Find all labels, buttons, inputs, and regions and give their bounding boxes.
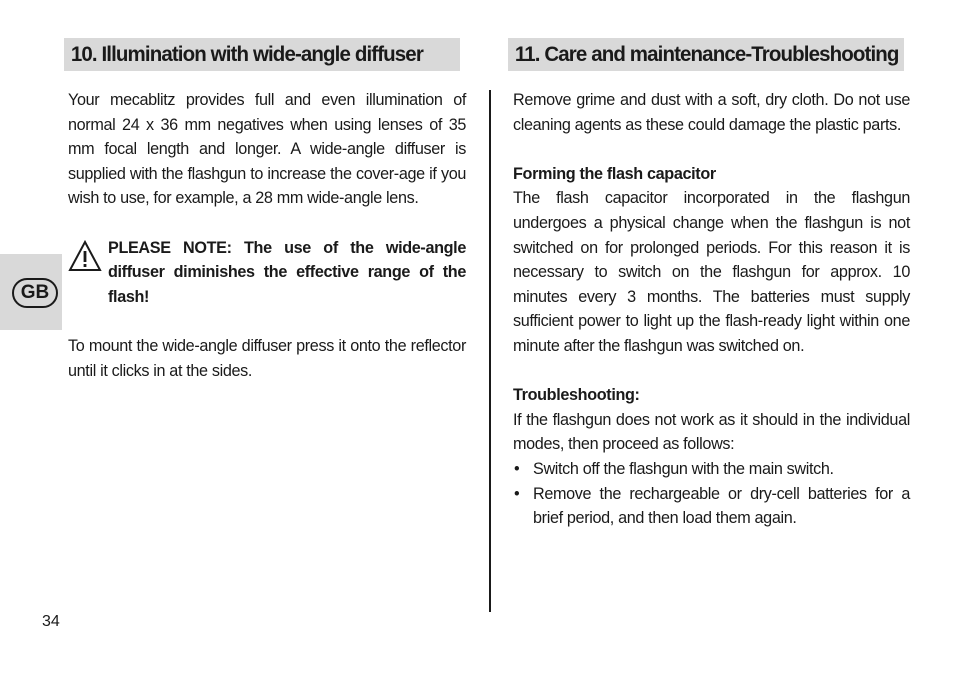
capacitor-subheading: Forming the flash capacitor [513, 164, 716, 183]
troubleshooting-list [513, 457, 910, 531]
bullet-icon: • [514, 459, 520, 478]
page-number: 34 [42, 613, 60, 630]
bullet-icon: • [514, 484, 520, 503]
mount-instructions-paragraph: To mount the wide-angle diffuser press it onto the reflector until it clicks in at the sides. [68, 336, 466, 380]
please-note-block [68, 236, 466, 310]
right-column [513, 88, 910, 531]
capacitor-paragraph: The flash capacitor incorporated in the flashgun undergoes a physical change when the flashgun is not switched on for prolonged periods. For this reason it is necessary to switch on the flashgun for approx. 10 minutes every 3 months. The batteries must supply sufficient power to light up the flash-ready light within one minute after the flashgun was switched on. [513, 189, 910, 355]
section-11-heading: 11. Care and maintenance-Troubleshooting [508, 38, 904, 71]
left-column [68, 88, 466, 383]
language-badge: GB [12, 278, 58, 308]
list-item-text: Switch off the flashgun with the main switch. [533, 459, 834, 478]
cleaning-paragraph: Remove grime and dust with a soft, dry cloth. Do not use cleaning agents as these could damage the plastic parts. [513, 91, 910, 134]
troubleshooting-subheading: Troubleshooting: [513, 386, 640, 405]
diffuser-intro-paragraph: Your mecablitz provides full and even illumination of normal 24 x 36 mm negatives when using lenses of 35 mm focal length and longer. A wide-angle diffuser is supplied with the flashgun to increase the cover-age if you wish to use, for example, a 28 mm wide-angle lens. [68, 91, 466, 208]
section-10-heading: 10. Illumination with wide-angle diffuser [64, 38, 460, 71]
list-item-text: Remove the rechargeable or dry-cell batteries for a brief period, and then load them again. [533, 484, 910, 528]
column-divider [489, 90, 491, 612]
troubleshooting-paragraph: If the flashgun does not work as it should in the individual modes, then proceed as follows: [513, 410, 910, 454]
list-item [513, 457, 910, 482]
list-item [513, 482, 910, 531]
warning-triangle-icon [68, 240, 102, 272]
please-note-text: PLEASE NOTE: The use of the wide-angle diffuser diminishes the effective range of the flash! [108, 238, 466, 306]
